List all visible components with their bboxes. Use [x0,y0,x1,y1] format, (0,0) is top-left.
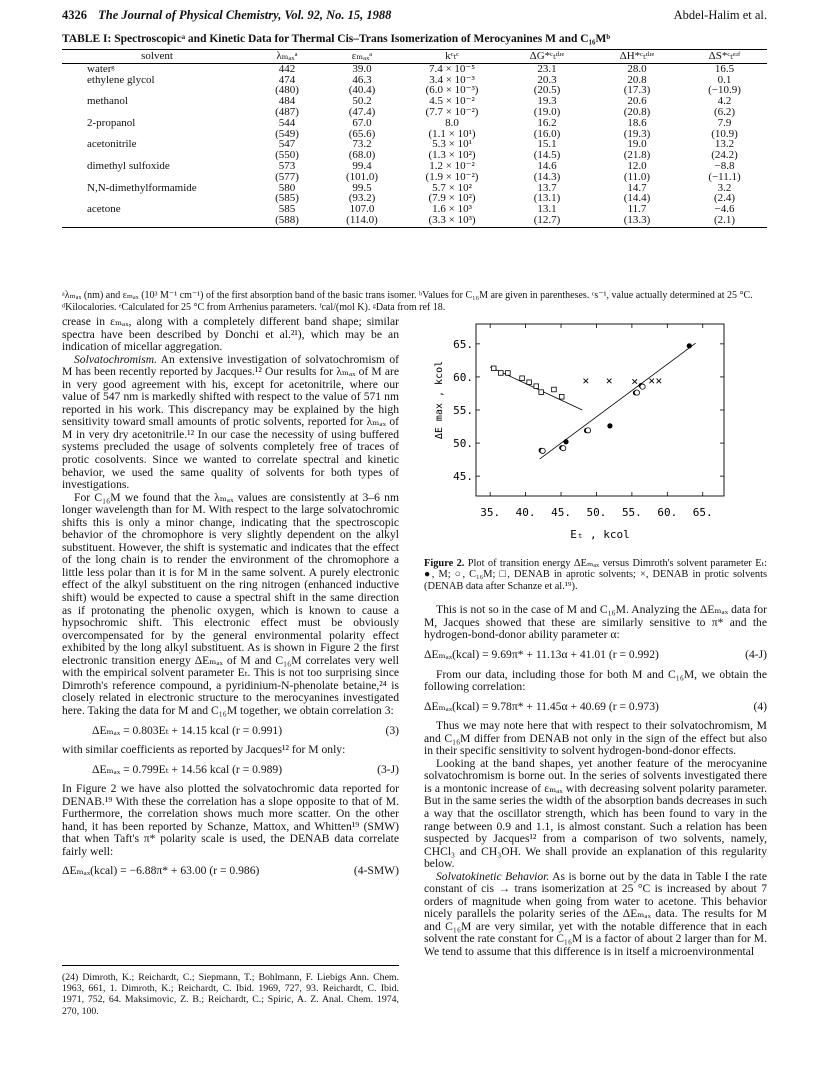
table-cell: (3.3 × 10³) [402,215,502,227]
table-cell: N,N-dimethylformamide [87,181,197,194]
figure-2-chart [424,316,767,548]
table-cell: acetone [87,203,121,216]
table-cell: (487) [275,105,299,118]
equation-3 [62,725,399,738]
table-cell: (19.0) [533,105,561,118]
table-row [62,129,767,140]
data-point-denab-aprotic [534,384,539,389]
table-cell: 19.0 [627,138,647,151]
table-cell: (6.2) [713,105,736,118]
table-cell: 573 [278,159,296,172]
equation-text: ΔEₘₐₓ = 0.803Eₜ + 14.15 kcal (r = 0.991) [92,723,283,737]
table-cell: 474 [278,73,296,86]
table-header-cell: εₘₐₓᵃ [322,50,402,64]
paragraph-text: An extensive investigation of solvatochromism of M has been recently reported by Jacques.¹² Our results for λₘₐₓ of M are in very good agreement with his, except for acetonitrile, where our value of 547 nm is markedly shifted with respect to the value of 571 nm reported in his work. This discrepancy may be explained by the high sensitivity toward small amounts of protic solvents, reported for λₘₐₓ of M in very dry acetonitrile.¹² In our case the necessity of using buffered systems precluded the usage of solvents completely free of traces of protic cosolvents. Since we wanted to correlate spectral and kinetic behavior, we used the same quality of solvents for both types of investigations. [62,352,399,492]
table-cell: 13.1 [537,203,557,216]
table-cell: 13.7 [537,181,557,194]
data-point-c16m [561,446,566,451]
x-tick-label: 65. [692,506,713,519]
section-heading: Solvatokinetic Behavior. [436,869,550,883]
running-authors: Abdel-Halim et al. [673,8,767,22]
table-cell: (585) [275,192,299,205]
right-column [424,316,767,959]
figure-caption [424,558,767,593]
paragraph: Looking at the band shapes, yet another feature of the merocyanine solvatochromism is borne out. In the series of solvents investigated there is a montonic increase of εₘₐₓ with decreasing solvent polarity parameter. But in the same series the width of the absorption bands decreases in such a way that the oscillator strength, which has been found to vary in the range between 0.9 and 1.1, is almost constant. Such a relation has been suspected by Jacques¹² from a comparison of two solvents, namely, CHCl₃ and CH₃OH. We shall provide an explanation of this regularity below. [424,756,767,871]
table-cell: 67.0 [352,116,372,129]
table-cell [62,172,252,183]
reference-footnote: (24) Dimroth, K.; Reichardt, C.; Siepmann, T.; Bohlmann, F. Liebigs Ann. Chem. 1963, 661, 1. Dimroth, K.; Reichardt, C. Ibid. 1969, 727, 93. Reichardt, C. Ibid. 1971, 752, 64. Maksimovic, Z. B.; Reichardt, C.; Spiric, A. Z. Anal. Chem. 1974, 270, 100. [62,965,399,1017]
table-cell: acetonitrile [87,138,137,151]
paragraph: This is not so in the case of M and C₁₆M. Analyzing the ΔEₘₐₓ data for M, Jacques showed that these are similarly sensitive to π* and the hydrogen-bond-donor ability parameter α: [424,603,767,642]
table-caption: TABLE I: Spectroscopicᵃ and Kinetic Data for Thermal Cis–Trans Isomerization of Merocyanines M and C₁₆Mᵇ [62,33,611,45]
paragraph: with similar coefficients as reported by Jacques¹² for M only: [62,743,346,757]
paragraph: From our data, including those for both M and C₁₆M, we obtain the following correlation: [424,667,767,694]
table-row [62,63,767,74]
table-cell: 1.6 × 10³ [432,203,472,216]
table-cell: (114.0) [322,215,402,227]
table-cell: 46.3 [352,73,372,86]
journal-title: The Journal of Physical Chemistry, Vol. 92, No. 15, 1988 [98,8,392,22]
table-row [62,107,767,118]
y-tick-label: 50. [453,437,473,451]
equation-4 [424,701,767,714]
table-row [62,183,767,194]
table-cell: methanol [87,95,128,108]
data-point-denab-aprotic [499,371,504,376]
data-table [62,49,767,228]
table-row [62,96,767,107]
table-cell: 4.2 [717,95,732,108]
paragraph-text: As is borne out by the data in Table I the rate constant of cis → trans isomerization at 25 °C is increased by about 7 orders of magnitude when going from water to acetone. This behavior nicely parallels the polarity series of the ΔEₘₐₓ data. The results for M and C₁₆M are very similar, yet with the notable difference that in each solvent the rate constant for C₁₆M is a factor of about 2 larger than for M. We tend to assume that this difference is in itself a microenvironmental [424,869,767,958]
table-cell: 1.2 × 10⁻² [429,159,475,172]
table-cell: (20.8) [623,105,651,118]
table-cell: 14.7 [627,181,647,194]
x-tick-label: 60. [657,506,678,519]
table-cell: (19.3) [623,127,651,140]
table-cell: 20.6 [627,95,647,108]
table-row [62,215,767,227]
table-cell: 7.9 [717,116,732,129]
table-cell: (21.8) [623,149,651,162]
table-header-cell: ΔS*ᶜₜᵉʴᶠ [682,50,767,64]
table-cell: (14.5) [533,149,561,162]
x-tick-label: 40. [515,506,536,519]
y-axis-label: ΔE max , kcol [434,360,445,440]
table-cell: (7.7 × 10⁻²) [425,105,479,118]
table-cell: 39.0 [352,62,372,75]
table-header-cell: λₘₐₓᵃ [252,50,322,64]
data-point-denab-aprotic [491,366,496,371]
equation-4smw [62,865,399,878]
running-header [62,8,767,26]
table-cell: (16.0) [533,127,561,140]
table-cell [62,215,252,227]
x-tick-label: 55. [621,506,642,519]
table-cell: 8.0 [445,116,459,129]
table-cell: (10.9) [711,127,738,140]
table-cell: 547 [278,138,296,151]
data-point-denab-protic [584,379,589,384]
table-cell: 12.0 [627,159,647,172]
y-tick-label: 65. [453,337,473,351]
equation-number: (4-SMW) [353,864,399,878]
table-cell: 23.1 [537,62,557,75]
table-cell: (47.4) [348,105,376,118]
table-cell: (11.0) [623,170,651,183]
y-tick-label: 45. [453,470,473,484]
data-point-denab-protic [657,379,662,384]
table-cell: (24.2) [711,149,738,162]
table-cell: 585 [278,203,296,216]
table-cell: (6.0 × 10⁻³) [425,84,479,97]
table-cell: 4.5 × 10⁻² [429,95,475,108]
table-cell: 484 [278,95,296,108]
data-point-denab-protic [632,379,637,384]
table-cell: 544 [278,116,296,129]
table-cell: (101.0) [345,170,379,183]
table-footnote: ᵃλₘₐₓ (nm) and εₘₐₓ (10³ M⁻¹ cm⁻¹) of the first absorption band of the basic trans isomer. ᵇValues for C₁₆M are given in parentheses. ᶜs⁻¹, value actually determined at 25 °C. ᵈKilocalories. ᵉCalculated for 25 °C from Arrhenius parameters. ᶠcal/(mol K). ᵍData from ref 18. [62,290,753,313]
table-body [62,63,767,227]
table-cell: 3.2 [717,181,732,194]
table-cell: 11.7 [627,203,647,216]
table-cell: (68.0) [348,149,376,162]
table-cell: 73.2 [352,138,372,151]
equation-text: ΔEₘₐₓ(kcal) = 9.78π* + 11.45α + 40.69 (r = 0.973) [424,699,659,713]
table-header-cell: ΔH*ᶜₜᵈʴᵉ [592,50,682,64]
y-tick-label: 60. [453,370,473,384]
data-point-c16m [540,448,545,453]
data-point-m [607,423,612,428]
left-column [62,316,399,885]
table-cell: 15.1 [537,138,557,151]
table-cell: 2-propanol [87,116,136,129]
data-point-c16m [585,428,590,433]
table-cell: (14.4) [623,192,651,205]
table-row [62,118,767,129]
data-point-denab-aprotic [559,394,564,399]
table-cell: (588) [252,215,322,227]
table-cell: (1.3 × 10²) [428,149,476,162]
x-tick-label: 35. [480,506,501,519]
equation-number: (3-J) [377,762,399,776]
table-cell: (13.3) [592,215,682,227]
table-row [62,161,767,172]
equation-text: ΔEₘₐₓ = 0.799Eₜ + 14.56 kcal (r = 0.989) [92,762,283,776]
table-header-cell: ΔG*ᶜₜᵈʴᵉ [502,50,592,64]
data-point-denab-aprotic [552,387,557,392]
table-cell: ethylene glycol [87,73,155,86]
table-row [62,75,767,86]
table-header-cell: kᶜₜᶜ [402,50,502,64]
page-number: 4326 [62,8,87,22]
data-point-denab-aprotic [527,380,532,385]
figure-caption-text: Plot of transition energy ΔEₘₐₓ versus Dimroth's solvent parameter Eₜ: ●, M; ○, C₁₆M; □, DENAB in aprotic solvents; ×, DENAB in protic solvents (DENAB data after Schanze et al.¹⁹). [424,557,767,592]
data-point-c16m [634,390,639,395]
table-header-row [62,50,767,64]
table-cell: 5.7 × 10² [432,181,472,194]
table-cell: 50.2 [352,95,372,108]
data-point-denab-aprotic [506,371,511,376]
table-cell: (93.2) [348,192,376,205]
data-point-denab-protic [607,379,612,384]
data-point-denab-aprotic [539,390,544,395]
table-cell: 3.4 × 10⁻³ [429,73,475,86]
table-cell: (13.1) [533,192,561,205]
table-cell: dimethyl sulfoxide [87,159,170,172]
table-row [62,139,767,150]
table-cell: (2.4) [713,192,736,205]
data-point-denab-protic [649,379,654,384]
x-axis-label: Eₜ , kcol [570,528,630,541]
data-point-denab-aprotic [520,376,525,381]
paragraph [62,354,399,492]
table-cell: 14.6 [537,159,557,172]
table-cell: 28.0 [627,62,647,75]
table-cell: 19.3 [537,95,557,108]
data-point-c16m [640,384,645,389]
table-row [62,172,767,183]
paragraph [424,871,767,959]
table-cell: 16.5 [714,62,735,75]
table-cell: (2.1) [682,215,767,227]
table-cell: (549) [275,127,299,140]
table-cell: 16.2 [537,116,557,129]
table-cell: 13.2 [714,138,735,151]
table-cell: 20.8 [627,73,647,86]
table-cell: (−10.9) [708,84,741,97]
table-row [62,204,767,215]
equation-number: (3) [385,723,399,737]
equation-4j [424,649,767,662]
paragraph: For C₁₆M we found that the λₘₐₓ values are consistently at 3–6 nm longer wavelength than for M. With respect to the large solvatochromic shifts this is only a minor change, indicating that the spectroscopic behavior of the chromophore is very slightly dependent on the alkyl substituent. However, the shift is systematic and indicates that the effect of the long chain is to render the environment of the chromophore a little less polar than it is for M in the same solvent. A purely electronic effect of the alkyl substituent on the ring nitrogen (enhanced inductive shift) would be expected to cause a spectral shift in the same direction as if protonating the phenolic oxygen, which is known to cause a hypsochromic shift. This electronic effect must be obviously overcompensated for by the general environmental polarity effect exhibited by the long alkyl substituent. As is shown in Figure 2 the first electronic transition energy ΔEₘₐₓ of M and C₁₆M correlates very well with the empirical solvent parameter Eₜ. This is not too surprising since Dimroth's reference compound, a pyridinium-N-phenolate betaine,²⁴ is closely related in electronic structure to the merocyanines investigated here. Taking the data for M and C₁₆M together, we obtain correlation 3: [62,490,399,717]
paragraph: crease in εₘₐₓ, along with a completely different band shape; similar spectra have been described by Donchi et al.²¹), which may be an indication of micellar aggregation. [62,315,399,354]
equation-text: ΔEₘₐₓ(kcal) = 9.69π* + 11.13α + 41.01 (r = 0.992) [424,647,659,661]
x-tick-label: 45. [551,506,571,519]
table-cell: 7.4 × 10⁻⁵ [428,62,476,75]
section-heading: Solvatochromism. [74,352,157,366]
table-cell: (40.4) [348,84,376,97]
table-row [62,85,767,96]
table-cell: 18.6 [627,116,647,129]
table-cell: (20.5) [533,84,561,97]
table-cell: (550) [275,149,299,162]
table-cell: 20.3 [537,73,557,86]
paragraph: Thus we may note here that with respect to their solvatochromism, M and C₁₆M differ from DENAB not only in the sign of the effect but also in their specific sensitivity to solvent hydrogen-bond-donor effects. [424,719,767,758]
table-cell: (1.1 × 10¹) [428,127,476,140]
table-cell: 0.1 [717,73,732,86]
table-cell: (12.7) [502,215,592,227]
table-cell: (577) [275,170,299,183]
table-cell: 580 [278,181,296,194]
table-cell: (14.3) [533,170,561,183]
x-tick-label: 50. [586,506,607,519]
equation-text: ΔEₘₐₓ(kcal) = −6.88π* + 63.00 (r = 0.986) [62,864,260,878]
table-cell: (65.6) [348,127,376,140]
table-cell: 442 [278,62,296,75]
equation-3j [62,764,399,777]
table-cell: waterᵍ [87,62,115,75]
table-cell: −8.8 [714,159,735,172]
table-cell: (1.9 × 10⁻²) [425,170,479,183]
y-tick-label: 55. [453,404,473,417]
table-cell: 99.5 [352,181,372,194]
table-cell: (480) [275,84,299,97]
paragraph: In Figure 2 we have also plotted the solvatochromic data reported for DENAB.¹⁹ With these the correlation has a slope opposite to that of M. Furthermore, the correlation shows much more scatter. On the other hand, it has been reported by Schanze, Mattox, and Whitten¹⁹ (SMW) that when Taft's π* polarity scale is used, the DENAB data correlate fairly well: [62,782,399,858]
table-cell: (17.3) [623,84,651,97]
table-row [62,193,767,204]
table-cell: 107.0 [349,203,375,216]
equation-number: (4-J) [745,647,767,661]
table-cell: (7.9 × 10²) [428,192,476,205]
table-cell: (−11.1) [708,170,741,183]
table-cell: 99.4 [352,159,372,172]
figure-label: Figure 2. [424,557,465,569]
table-cell: −4.6 [714,203,735,216]
data-point-m [687,343,692,348]
table-cell: 5.3 × 10¹ [432,138,472,151]
table-header-cell: solvent [62,50,252,64]
data-point-m [563,439,568,444]
equation-number: (4) [753,699,767,713]
